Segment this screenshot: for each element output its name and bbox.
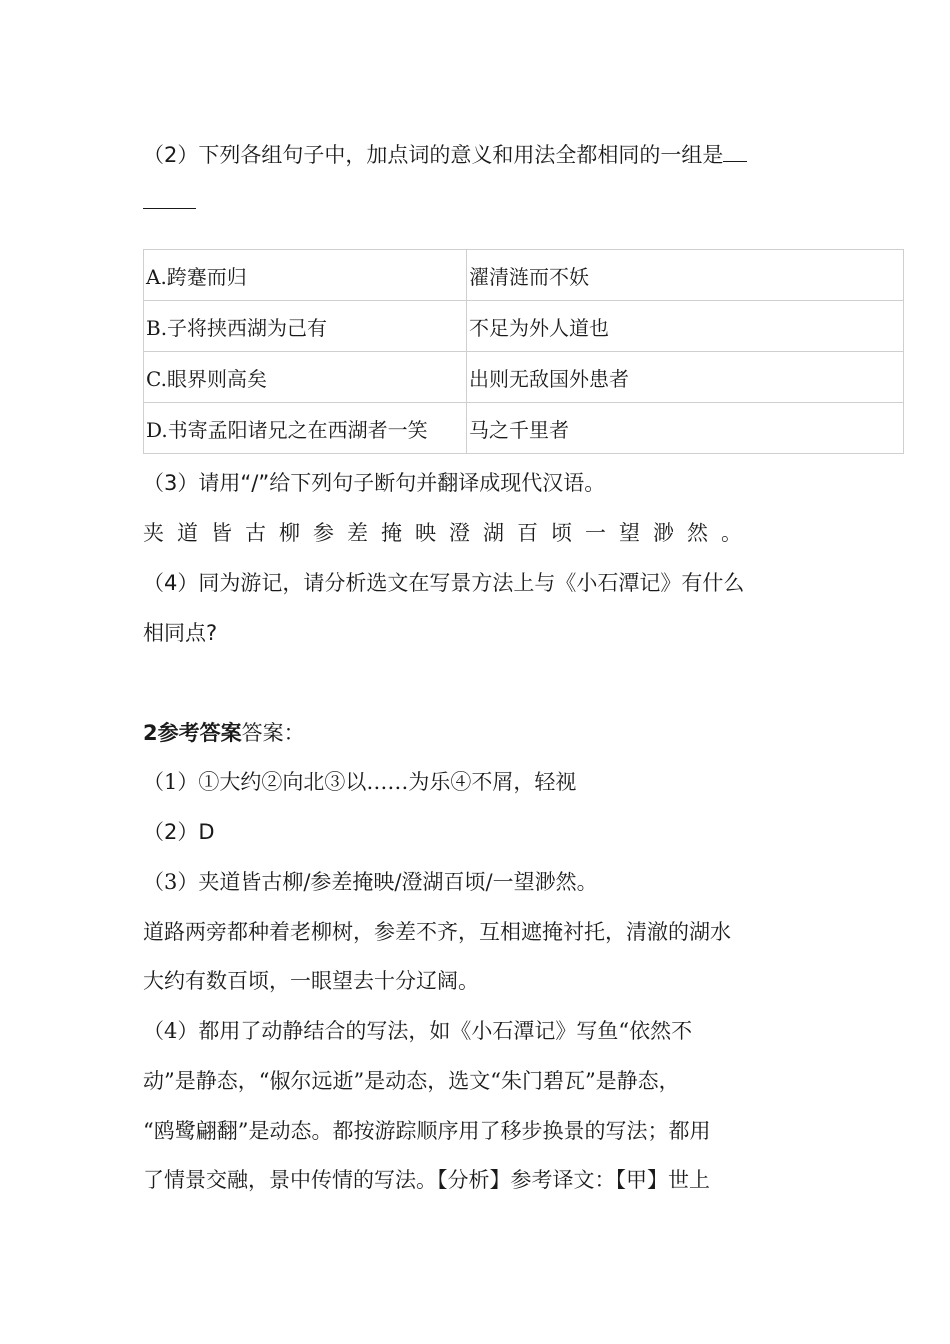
- table-row: [144, 403, 904, 454]
- answer-1: （1）①大约②向北③以……为乐④不屑，轻视: [143, 770, 577, 794]
- answer-4-line-2: 动”是静态，“俶尔远逝”是动态，选文“朱门碧瓦”是静态，: [143, 1069, 680, 1093]
- answer-number: 2: [143, 721, 158, 745]
- option-c-right: 出则无敌国外患者: [467, 352, 904, 403]
- answer-heading: [143, 717, 305, 747]
- option-a-right: 濯清涟而不妖: [467, 250, 904, 301]
- table-row: [144, 352, 904, 403]
- option-c-left: C.眼界则高矣: [144, 352, 467, 403]
- question-4-line-1: （4）同为游记，请分析选文在写景方法上与《小石潭记》有什么: [143, 571, 745, 595]
- answer-4-line-4: 了情景交融，景中传情的写法。【分析】参考译文：【甲】世上: [143, 1168, 710, 1192]
- answer-4-line-3: “鸥鹭翩翻”是动态。都按游踪顺序用了移步换景的写法；都用: [143, 1119, 711, 1143]
- table-row: [144, 250, 904, 301]
- answer-4-line-1: （4）都用了动静结合的写法，如《小石潭记》写鱼“依然不: [143, 1019, 693, 1043]
- answer-3-translation-line-2: 大约有数百顷，一眼望去十分辽阔。: [143, 969, 479, 993]
- question-4-line-2: 相同点?: [143, 621, 218, 645]
- option-a-left: A.跨蹇而归: [144, 250, 467, 301]
- table-row: [144, 301, 904, 352]
- answer-heading-bold: 参考答案: [157, 721, 242, 745]
- question-2-prompt: （2）下列各组句子中，加点词的意义和用法全都相同的一组是: [143, 143, 724, 167]
- option-b-right: 不足为外人道也: [467, 301, 904, 352]
- answer-blank-line: [723, 160, 747, 162]
- option-b-left: B.子将挟西湖为己有: [144, 301, 467, 352]
- question-3-text: （3）请用“/”给下列句子断句并翻译成现代汉语。: [143, 471, 606, 495]
- option-d-left: D.书寄孟阳诸兄之在西湖者一笑: [144, 403, 467, 454]
- option-d-right: 马之千里者: [467, 403, 904, 454]
- answer-blank-continuation: [143, 208, 196, 209]
- answer-3: （3）夹道皆古柳/参差掩映/澄湖百顷/一望渺然。: [143, 870, 598, 894]
- answer-heading-plain: 答案：: [241, 721, 305, 745]
- answer-3-translation-line-1: 道路两旁都种着老柳树，参差不齐，互相遮掩衬托，清澈的湖水: [143, 920, 731, 944]
- question-2-text: [143, 139, 747, 169]
- question-3-sentence: 夹道皆古柳参差掩映澄湖百顷一望渺然。: [143, 521, 755, 545]
- options-table: [143, 249, 904, 454]
- answer-2: （2）D: [143, 820, 215, 844]
